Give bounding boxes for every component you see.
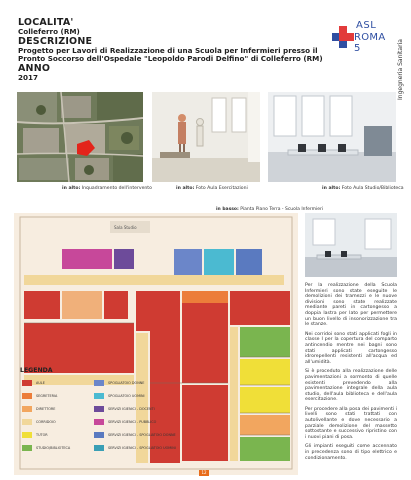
legend-item-label: CORRIDOIO [36,420,56,424]
legend-item [94,379,144,387]
plan-caption-label: in basso: [216,207,239,212]
legend-item [94,418,156,426]
legend-item [94,431,176,439]
descrizione-line-1: Progetto per Lavori di Realizzazione di una Scuola per Infermieri presso il [18,45,318,55]
legend-item [22,418,56,426]
legend-item-label: SERVIZI IGIENICI - DOCENTI [108,407,155,411]
legend-item [22,379,45,387]
library-photo [268,92,396,182]
descrizione-label: DESCRIZIONE [18,35,93,47]
legend-item-label: AULE [36,381,45,385]
description-paragraph: Nei corridoi sono stati applicati fogli in classe I per la copertura del comparto antincendio mentre nei bagni sono stati applicati cartongesso idrorepellenti resistenti all'acqua ed all'umidità. [305,331,397,365]
photo-caption-1-text: Inquadramento dell'intervento [81,186,152,191]
legend-item [22,405,55,413]
classroom-photo [152,92,260,182]
description-paragraph: Per la realizzazione della Scuola Infermieri sono state eseguite le demolizioni dei tramezzi e le nuove divisioni sono state realizzate mediante pareti in cartongesso a doppia lastra per lato per permettere un buon livello di insonorizzazione tra le stanze. [305,283,397,328]
legend-item [94,444,176,452]
logo-line-roma: ROMA 5 [354,32,386,54]
photo-caption-1 [62,186,152,191]
photo-caption-2 [176,186,248,191]
legend-item [22,392,57,400]
section-side-tab [396,0,411,104]
photo-caption-3 [322,186,404,191]
legend-item-label: SPOGLIATOIO DONNE [108,381,145,385]
legend-item [22,431,48,439]
description-paragraph: Per procedere alla posa dei pavimenti i livelli sono stati trattati con autolivellante e dove necessario a parziale demolizione del massetto sottostante e successivo ripristino con i nuovi piani di posa. [305,406,397,440]
legend-item-label: SPOGLIATOIO UOMINI [108,394,145,398]
photo-caption-2-label: in alto: [176,186,195,191]
legend-item-label: DIRETTORE [36,407,56,411]
legend-item-label: SERVIZI IGIENICI - PUBBLICO [108,420,157,424]
aerial-map-photo [17,92,143,182]
legend-item-label: STUDIO/BIBLIOTECA [36,446,71,450]
legend-item-label: SERVIZI IGIENICI - SPOGLIATOIO UOMINI [108,446,176,450]
legend-item [22,444,70,452]
anno-label: ANNO [18,62,51,74]
description-paragraph: Gli impianti eseguiti come accennato in precedenza sono di tipo elettrico e condizionamento. [305,444,397,461]
legend-item-label: TUTOR [36,433,48,437]
localita-label: LOCALITA' [18,17,74,28]
medical-cross-icon [332,26,354,48]
page-number: 12 [199,470,209,476]
localita-value: Colleferro (RM) [18,27,80,36]
legend-item-label: SEGRETERIA [36,394,58,398]
description-paragraph: Si è proceduto alla realizzazione delle pavimentazioni a sormonto di quelle esistenti prevedendo alla pavimentazione integrale della aula studio, dell'aula biblioteca e dell'aula esercitazione. [305,369,397,403]
photo-caption-2-text: Foto Aula Esercitazioni [195,186,248,191]
photo-caption-1-label: in alto: [62,186,81,191]
descrizione-line-2: Pronto Soccorso dell'Ospedale "Leopoldo Parodi Delfino" di Colleferro (RM) [18,54,323,64]
plan-caption [216,207,323,212]
legend-item [94,405,155,413]
plan-caption-text: Pianta Piano Terra - Scuola Infermieri [240,207,324,212]
asl-roma5-logo [332,18,394,60]
corridor-photo [305,213,397,277]
photo-caption-3-text: Foto Aula Studio/Biblioteca [341,186,404,191]
side-tab-label: Ingegneria Sanitaria [397,39,404,100]
legend-title: LEGENDA [20,367,53,374]
anno-value: 2017 [18,72,39,82]
plan-room-label: Sala Studio [114,225,137,230]
description-text [305,283,397,465]
logo-line-asl: ASL [356,20,377,31]
legend-item-label: SERVIZI IGIENICI - SPOGLIATOIO DONNE [108,433,176,437]
photo-caption-3-label: in alto: [322,186,341,191]
project-header [18,18,358,82]
legend-item [94,392,145,400]
